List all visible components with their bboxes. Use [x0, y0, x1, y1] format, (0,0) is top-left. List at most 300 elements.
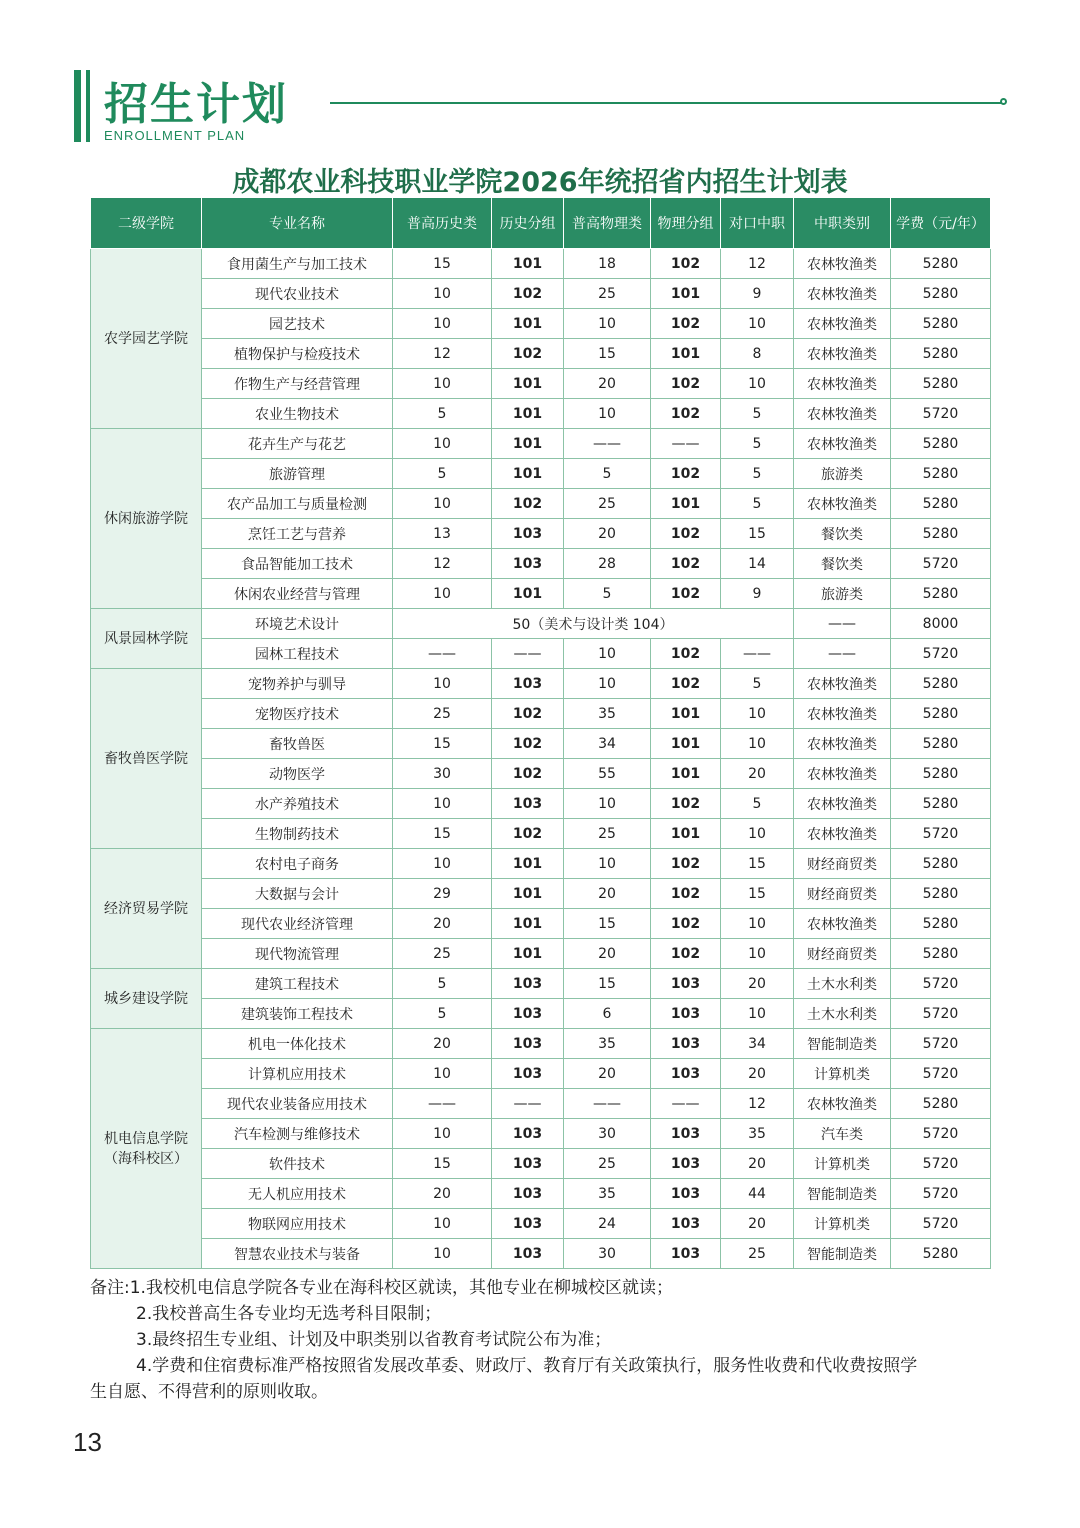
major-name: 动物医学	[202, 759, 393, 789]
table-row	[91, 429, 991, 459]
physics-group: 102	[651, 879, 721, 909]
vocational-plan: 5	[721, 459, 794, 489]
college-name-text: 畜牧兽医学院	[104, 750, 188, 767]
table-row	[91, 1179, 991, 1209]
history-plan: 10	[393, 309, 492, 339]
tuition-fee: 5280	[891, 759, 991, 789]
vocational-category: 土木水利类	[794, 999, 891, 1029]
vocational-plan: 15	[721, 849, 794, 879]
physics-plan: 5	[564, 579, 651, 609]
table-title: 成都农业科技职业学院2026年统招省内招生计划表	[232, 167, 848, 198]
history-plan: 15	[393, 729, 492, 759]
vocational-category: 农林牧渔类	[794, 279, 891, 309]
tuition-fee: 5280	[891, 879, 991, 909]
history-plan: 10	[393, 1059, 492, 1089]
tuition-fee: 5720	[891, 969, 991, 999]
college-name-text: 经济贸易学院	[104, 900, 188, 917]
major-name: 水产养殖技术	[202, 789, 393, 819]
physics-plan: 25	[564, 279, 651, 309]
history-group: 103	[492, 669, 564, 699]
history-plan: ——	[393, 1089, 492, 1119]
tuition-fee: 5720	[891, 1179, 991, 1209]
vocational-plan: 10	[721, 999, 794, 1029]
section-title: 招生计划	[104, 79, 288, 130]
history-plan: 10	[393, 429, 492, 459]
table-row	[91, 1089, 991, 1119]
history-group: 103	[492, 1059, 564, 1089]
tuition-fee: 5280	[891, 729, 991, 759]
vocational-category: 财经商贸类	[794, 939, 891, 969]
physics-plan: ——	[564, 429, 651, 459]
physics-group: 102	[651, 369, 721, 399]
physics-group: 102	[651, 519, 721, 549]
history-group: 102	[492, 339, 564, 369]
history-plan: 25	[393, 699, 492, 729]
major-name: 园林工程技术	[202, 639, 393, 669]
table-row	[91, 729, 991, 759]
physics-plan: 25	[564, 1149, 651, 1179]
physics-plan: 28	[564, 549, 651, 579]
table-row	[91, 399, 991, 429]
history-group: 102	[492, 759, 564, 789]
major-name: 食用菌生产与加工技术	[202, 249, 393, 279]
history-plan: 10	[393, 789, 492, 819]
vocational-category: 计算机类	[794, 1059, 891, 1089]
history-group: 101	[492, 429, 564, 459]
college-name	[91, 609, 202, 669]
vocational-plan: 20	[721, 759, 794, 789]
tuition-fee: 5720	[891, 399, 991, 429]
note-3: 3.最终招生专业组、计划及中职类别以省教育考试院公布为准；	[136, 1330, 612, 1350]
physics-plan: 15	[564, 339, 651, 369]
major-name: 农产品加工与质量检测	[202, 489, 393, 519]
physics-plan: 5	[564, 459, 651, 489]
vocational-category: 旅游类	[794, 579, 891, 609]
major-name: 畜牧兽医	[202, 729, 393, 759]
vocational-category: 农林牧渔类	[794, 669, 891, 699]
physics-plan: 20	[564, 519, 651, 549]
history-group: 103	[492, 999, 564, 1029]
history-plan: 10	[393, 279, 492, 309]
vocational-category: 农林牧渔类	[794, 309, 891, 339]
tuition-fee: 5280	[891, 1089, 991, 1119]
physics-plan: 30	[564, 1119, 651, 1149]
vocational-category: 计算机类	[794, 1149, 891, 1179]
table-row	[91, 249, 991, 279]
history-plan: 15	[393, 1149, 492, 1179]
history-group: 101	[492, 309, 564, 339]
tuition-fee: 5720	[891, 819, 991, 849]
major-name: 机电一体化技术	[202, 1029, 393, 1059]
table-row	[91, 1209, 991, 1239]
vocational-category: 农林牧渔类	[794, 789, 891, 819]
college-name-text: 风景园林学院	[104, 630, 188, 647]
tuition-fee: 5720	[891, 1119, 991, 1149]
vocational-plan: 9	[721, 279, 794, 309]
major-name: 园艺技术	[202, 309, 393, 339]
history-plan: 5	[393, 459, 492, 489]
vocational-plan: 5	[721, 789, 794, 819]
table-row	[91, 639, 991, 669]
history-plan: 20	[393, 1029, 492, 1059]
physics-group: ——	[651, 1089, 721, 1119]
tuition-fee: 8000	[891, 609, 991, 639]
vocational-category: 农林牧渔类	[794, 369, 891, 399]
physics-group: 103	[651, 969, 721, 999]
history-plan: 20	[393, 1179, 492, 1209]
table-header-row	[91, 198, 991, 249]
table-row	[91, 369, 991, 399]
college-name	[91, 1029, 202, 1269]
physics-group: 101	[651, 699, 721, 729]
column-header: 专业名称	[202, 198, 393, 249]
tuition-fee: 5280	[891, 909, 991, 939]
header-accent-bar-thin	[86, 70, 90, 142]
history-plan: 15	[393, 249, 492, 279]
history-plan: 10	[393, 579, 492, 609]
physics-group: 102	[651, 549, 721, 579]
vocational-plan: 15	[721, 879, 794, 909]
physics-plan: 24	[564, 1209, 651, 1239]
history-plan: 15	[393, 819, 492, 849]
vocational-category: 农林牧渔类	[794, 489, 891, 519]
vocational-category: 农林牧渔类	[794, 249, 891, 279]
tuition-fee: 5280	[891, 1239, 991, 1269]
table-row	[91, 999, 991, 1029]
history-group: 103	[492, 1029, 564, 1059]
history-group: 103	[492, 789, 564, 819]
table-row	[91, 1149, 991, 1179]
table-row	[91, 1029, 991, 1059]
college-name-text: 机电信息学院	[104, 1130, 188, 1147]
enrollment-plan-table	[90, 197, 991, 1269]
vocational-plan: 10	[721, 309, 794, 339]
physics-group: 101	[651, 339, 721, 369]
table-row	[91, 699, 991, 729]
table-row	[91, 1239, 991, 1269]
major-name: 建筑装饰工程技术	[202, 999, 393, 1029]
tuition-fee: 5280	[891, 699, 991, 729]
history-plan: 10	[393, 849, 492, 879]
tuition-fee: 5280	[891, 339, 991, 369]
major-name: 软件技术	[202, 1149, 393, 1179]
table-row	[91, 909, 991, 939]
header-accent-bar	[74, 70, 81, 142]
vocational-plan: 10	[721, 909, 794, 939]
vocational-plan: 12	[721, 249, 794, 279]
vocational-plan: 15	[721, 519, 794, 549]
vocational-plan: 5	[721, 399, 794, 429]
history-plan: 10	[393, 1209, 492, 1239]
history-group: ——	[492, 639, 564, 669]
vocational-plan: 5	[721, 669, 794, 699]
tuition-fee: 5280	[891, 789, 991, 819]
note-4: 4.学费和住宿费标准严格按照省发展改革委、财政厅、教育厅有关政策执行，服务性收费和代收费按照学	[136, 1356, 918, 1376]
history-plan: 13	[393, 519, 492, 549]
history-group: 103	[492, 1209, 564, 1239]
physics-plan: 15	[564, 969, 651, 999]
major-name: 无人机应用技术	[202, 1179, 393, 1209]
vocational-category: 智能制造类	[794, 1179, 891, 1209]
vocational-plan: 20	[721, 1209, 794, 1239]
college-name	[91, 429, 202, 609]
physics-group: 101	[651, 819, 721, 849]
notes	[90, 1275, 990, 1405]
physics-group: 102	[651, 309, 721, 339]
vocational-plan: ——	[721, 639, 794, 669]
physics-group: 103	[651, 1119, 721, 1149]
physics-group: 102	[651, 579, 721, 609]
major-name: 建筑工程技术	[202, 969, 393, 999]
physics-plan: 35	[564, 1179, 651, 1209]
vocational-category: ——	[794, 609, 891, 639]
physics-plan: 15	[564, 909, 651, 939]
table-row	[91, 669, 991, 699]
tuition-fee: 5720	[891, 549, 991, 579]
table-row	[91, 1059, 991, 1089]
major-name: 现代农业装备应用技术	[202, 1089, 393, 1119]
college-name-text: 休闲旅游学院	[104, 510, 188, 527]
physics-group: 102	[651, 249, 721, 279]
history-plan: 12	[393, 339, 492, 369]
column-header: 物理分组	[651, 198, 721, 249]
tuition-fee: 5720	[891, 999, 991, 1029]
physics-plan: 10	[564, 789, 651, 819]
history-group: 101	[492, 369, 564, 399]
college-campus-text: （海科校区）	[104, 1150, 188, 1167]
tuition-fee: 5720	[891, 1149, 991, 1179]
physics-plan: 20	[564, 879, 651, 909]
vocational-plan: 14	[721, 549, 794, 579]
note-1: 备注:1.我校机电信息学院各专业在海科校区就读，其他专业在柳城校区就读；	[90, 1278, 673, 1298]
physics-group: 103	[651, 1179, 721, 1209]
vocational-plan: 35	[721, 1119, 794, 1149]
major-name: 作物生产与经营管理	[202, 369, 393, 399]
history-group: 103	[492, 1239, 564, 1269]
vocational-plan: 12	[721, 1089, 794, 1119]
vocational-category: 旅游类	[794, 459, 891, 489]
table-row	[91, 1119, 991, 1149]
table-row	[91, 759, 991, 789]
table-row	[91, 459, 991, 489]
vocational-plan: 10	[721, 819, 794, 849]
major-name: 现代物流管理	[202, 939, 393, 969]
table-row	[91, 879, 991, 909]
physics-group: 103	[651, 1239, 721, 1269]
vocational-plan: 20	[721, 969, 794, 999]
table-row	[91, 969, 991, 999]
vocational-plan: 34	[721, 1029, 794, 1059]
table-row	[91, 819, 991, 849]
vocational-plan: 20	[721, 1059, 794, 1089]
physics-plan: 25	[564, 819, 651, 849]
history-group: 101	[492, 909, 564, 939]
table-row	[91, 609, 991, 639]
history-group: 101	[492, 879, 564, 909]
vocational-category: 智能制造类	[794, 1029, 891, 1059]
major-name: 旅游管理	[202, 459, 393, 489]
history-group: 103	[492, 1179, 564, 1209]
column-header: 中职类别	[794, 198, 891, 249]
table-row	[91, 489, 991, 519]
physics-group: 103	[651, 1029, 721, 1059]
physics-plan: 55	[564, 759, 651, 789]
physics-plan: 10	[564, 399, 651, 429]
physics-group: 102	[651, 399, 721, 429]
major-name: 植物保护与检疫技术	[202, 339, 393, 369]
vocational-plan: 5	[721, 489, 794, 519]
physics-plan: 10	[564, 849, 651, 879]
tuition-fee: 5720	[891, 639, 991, 669]
tuition-fee: 5280	[891, 579, 991, 609]
history-plan: ——	[393, 639, 492, 669]
table-row	[91, 519, 991, 549]
major-name: 大数据与会计	[202, 879, 393, 909]
table-row	[91, 339, 991, 369]
college-name	[91, 249, 202, 429]
column-header: 普高物理类	[564, 198, 651, 249]
major-name: 生物制药技术	[202, 819, 393, 849]
history-plan: 5	[393, 999, 492, 1029]
history-plan: 25	[393, 939, 492, 969]
tuition-fee: 5280	[891, 309, 991, 339]
college-name	[91, 969, 202, 1029]
tuition-fee: 5280	[891, 279, 991, 309]
column-header: 学费（元/年）	[891, 198, 991, 249]
history-plan: 10	[393, 369, 492, 399]
merged-plan-cell: 50（美术与设计类 104）	[393, 609, 794, 639]
vocational-category: 计算机类	[794, 1209, 891, 1239]
physics-group: 103	[651, 999, 721, 1029]
vocational-category: 农林牧渔类	[794, 699, 891, 729]
history-plan: 10	[393, 489, 492, 519]
college-name-text: 农学园艺学院	[104, 330, 188, 347]
physics-group: 103	[651, 1149, 721, 1179]
table-row	[91, 939, 991, 969]
vocational-category: 土木水利类	[794, 969, 891, 999]
table-row	[91, 579, 991, 609]
major-name: 计算机应用技术	[202, 1059, 393, 1089]
history-group: 101	[492, 849, 564, 879]
vocational-category: 农林牧渔类	[794, 429, 891, 459]
vocational-plan: 44	[721, 1179, 794, 1209]
major-name: 环境艺术设计	[202, 609, 393, 639]
history-group: 103	[492, 969, 564, 999]
physics-plan: 10	[564, 639, 651, 669]
history-plan: 12	[393, 549, 492, 579]
history-plan: 30	[393, 759, 492, 789]
table-row	[91, 549, 991, 579]
physics-plan: 25	[564, 489, 651, 519]
tuition-fee: 5280	[891, 459, 991, 489]
history-plan: 10	[393, 1119, 492, 1149]
physics-group: 101	[651, 729, 721, 759]
college-name	[91, 669, 202, 849]
header-divider-line	[330, 102, 1002, 104]
physics-group: 103	[651, 1059, 721, 1089]
vocational-category: ——	[794, 639, 891, 669]
physics-plan: 20	[564, 1059, 651, 1089]
tuition-fee: 5280	[891, 249, 991, 279]
physics-plan: 34	[564, 729, 651, 759]
major-name: 现代农业经济管理	[202, 909, 393, 939]
college-name	[91, 849, 202, 969]
vocational-category: 汽车类	[794, 1119, 891, 1149]
column-header: 历史分组	[492, 198, 564, 249]
major-name: 食品智能加工技术	[202, 549, 393, 579]
major-name: 农业生物技术	[202, 399, 393, 429]
vocational-category: 财经商贸类	[794, 879, 891, 909]
table-row	[91, 309, 991, 339]
history-group: 101	[492, 459, 564, 489]
physics-plan: 10	[564, 309, 651, 339]
history-plan: 20	[393, 909, 492, 939]
table-row	[91, 849, 991, 879]
major-name: 物联网应用技术	[202, 1209, 393, 1239]
column-header: 对口中职	[721, 198, 794, 249]
vocational-category: 农林牧渔类	[794, 1089, 891, 1119]
tuition-fee: 5280	[891, 369, 991, 399]
vocational-category: 餐饮类	[794, 549, 891, 579]
major-name: 汽车检测与维修技术	[202, 1119, 393, 1149]
page-number: 13	[73, 1427, 102, 1457]
tuition-fee: 5280	[891, 939, 991, 969]
history-group: 101	[492, 399, 564, 429]
vocational-category: 餐饮类	[794, 519, 891, 549]
history-group: 103	[492, 1149, 564, 1179]
vocational-plan: 20	[721, 1149, 794, 1179]
history-plan: 10	[393, 669, 492, 699]
major-name: 宠物养护与驯导	[202, 669, 393, 699]
major-name: 智慧农业技术与装备	[202, 1239, 393, 1269]
physics-plan: 10	[564, 669, 651, 699]
history-plan: 10	[393, 1239, 492, 1269]
physics-group: 101	[651, 279, 721, 309]
physics-plan: 6	[564, 999, 651, 1029]
physics-group: 102	[651, 909, 721, 939]
tuition-fee: 5280	[891, 489, 991, 519]
physics-plan: ——	[564, 1089, 651, 1119]
vocational-plan: 10	[721, 729, 794, 759]
tuition-fee: 5720	[891, 1029, 991, 1059]
college-name-text: 城乡建设学院	[104, 990, 188, 1007]
header-divider-dot	[1000, 98, 1007, 105]
physics-plan: 20	[564, 939, 651, 969]
column-header: 二级学院	[91, 198, 202, 249]
history-group: 102	[492, 699, 564, 729]
history-group: 101	[492, 939, 564, 969]
vocational-plan: 10	[721, 369, 794, 399]
physics-group: 101	[651, 759, 721, 789]
vocational-category: 智能制造类	[794, 1239, 891, 1269]
vocational-category: 农林牧渔类	[794, 729, 891, 759]
tuition-fee: 5280	[891, 519, 991, 549]
note-2: 2.我校普高生各专业均无选考科目限制；	[136, 1304, 442, 1324]
physics-group: 102	[651, 939, 721, 969]
tuition-fee: 5720	[891, 1059, 991, 1089]
history-group: ——	[492, 1089, 564, 1119]
vocational-category: 财经商贸类	[794, 849, 891, 879]
vocational-category: 农林牧渔类	[794, 339, 891, 369]
table-body	[91, 249, 991, 1269]
history-group: 103	[492, 549, 564, 579]
vocational-plan: 9	[721, 579, 794, 609]
physics-plan: 18	[564, 249, 651, 279]
vocational-category: 农林牧渔类	[794, 819, 891, 849]
history-group: 102	[492, 489, 564, 519]
tuition-fee: 5720	[891, 1209, 991, 1239]
major-name: 现代农业技术	[202, 279, 393, 309]
